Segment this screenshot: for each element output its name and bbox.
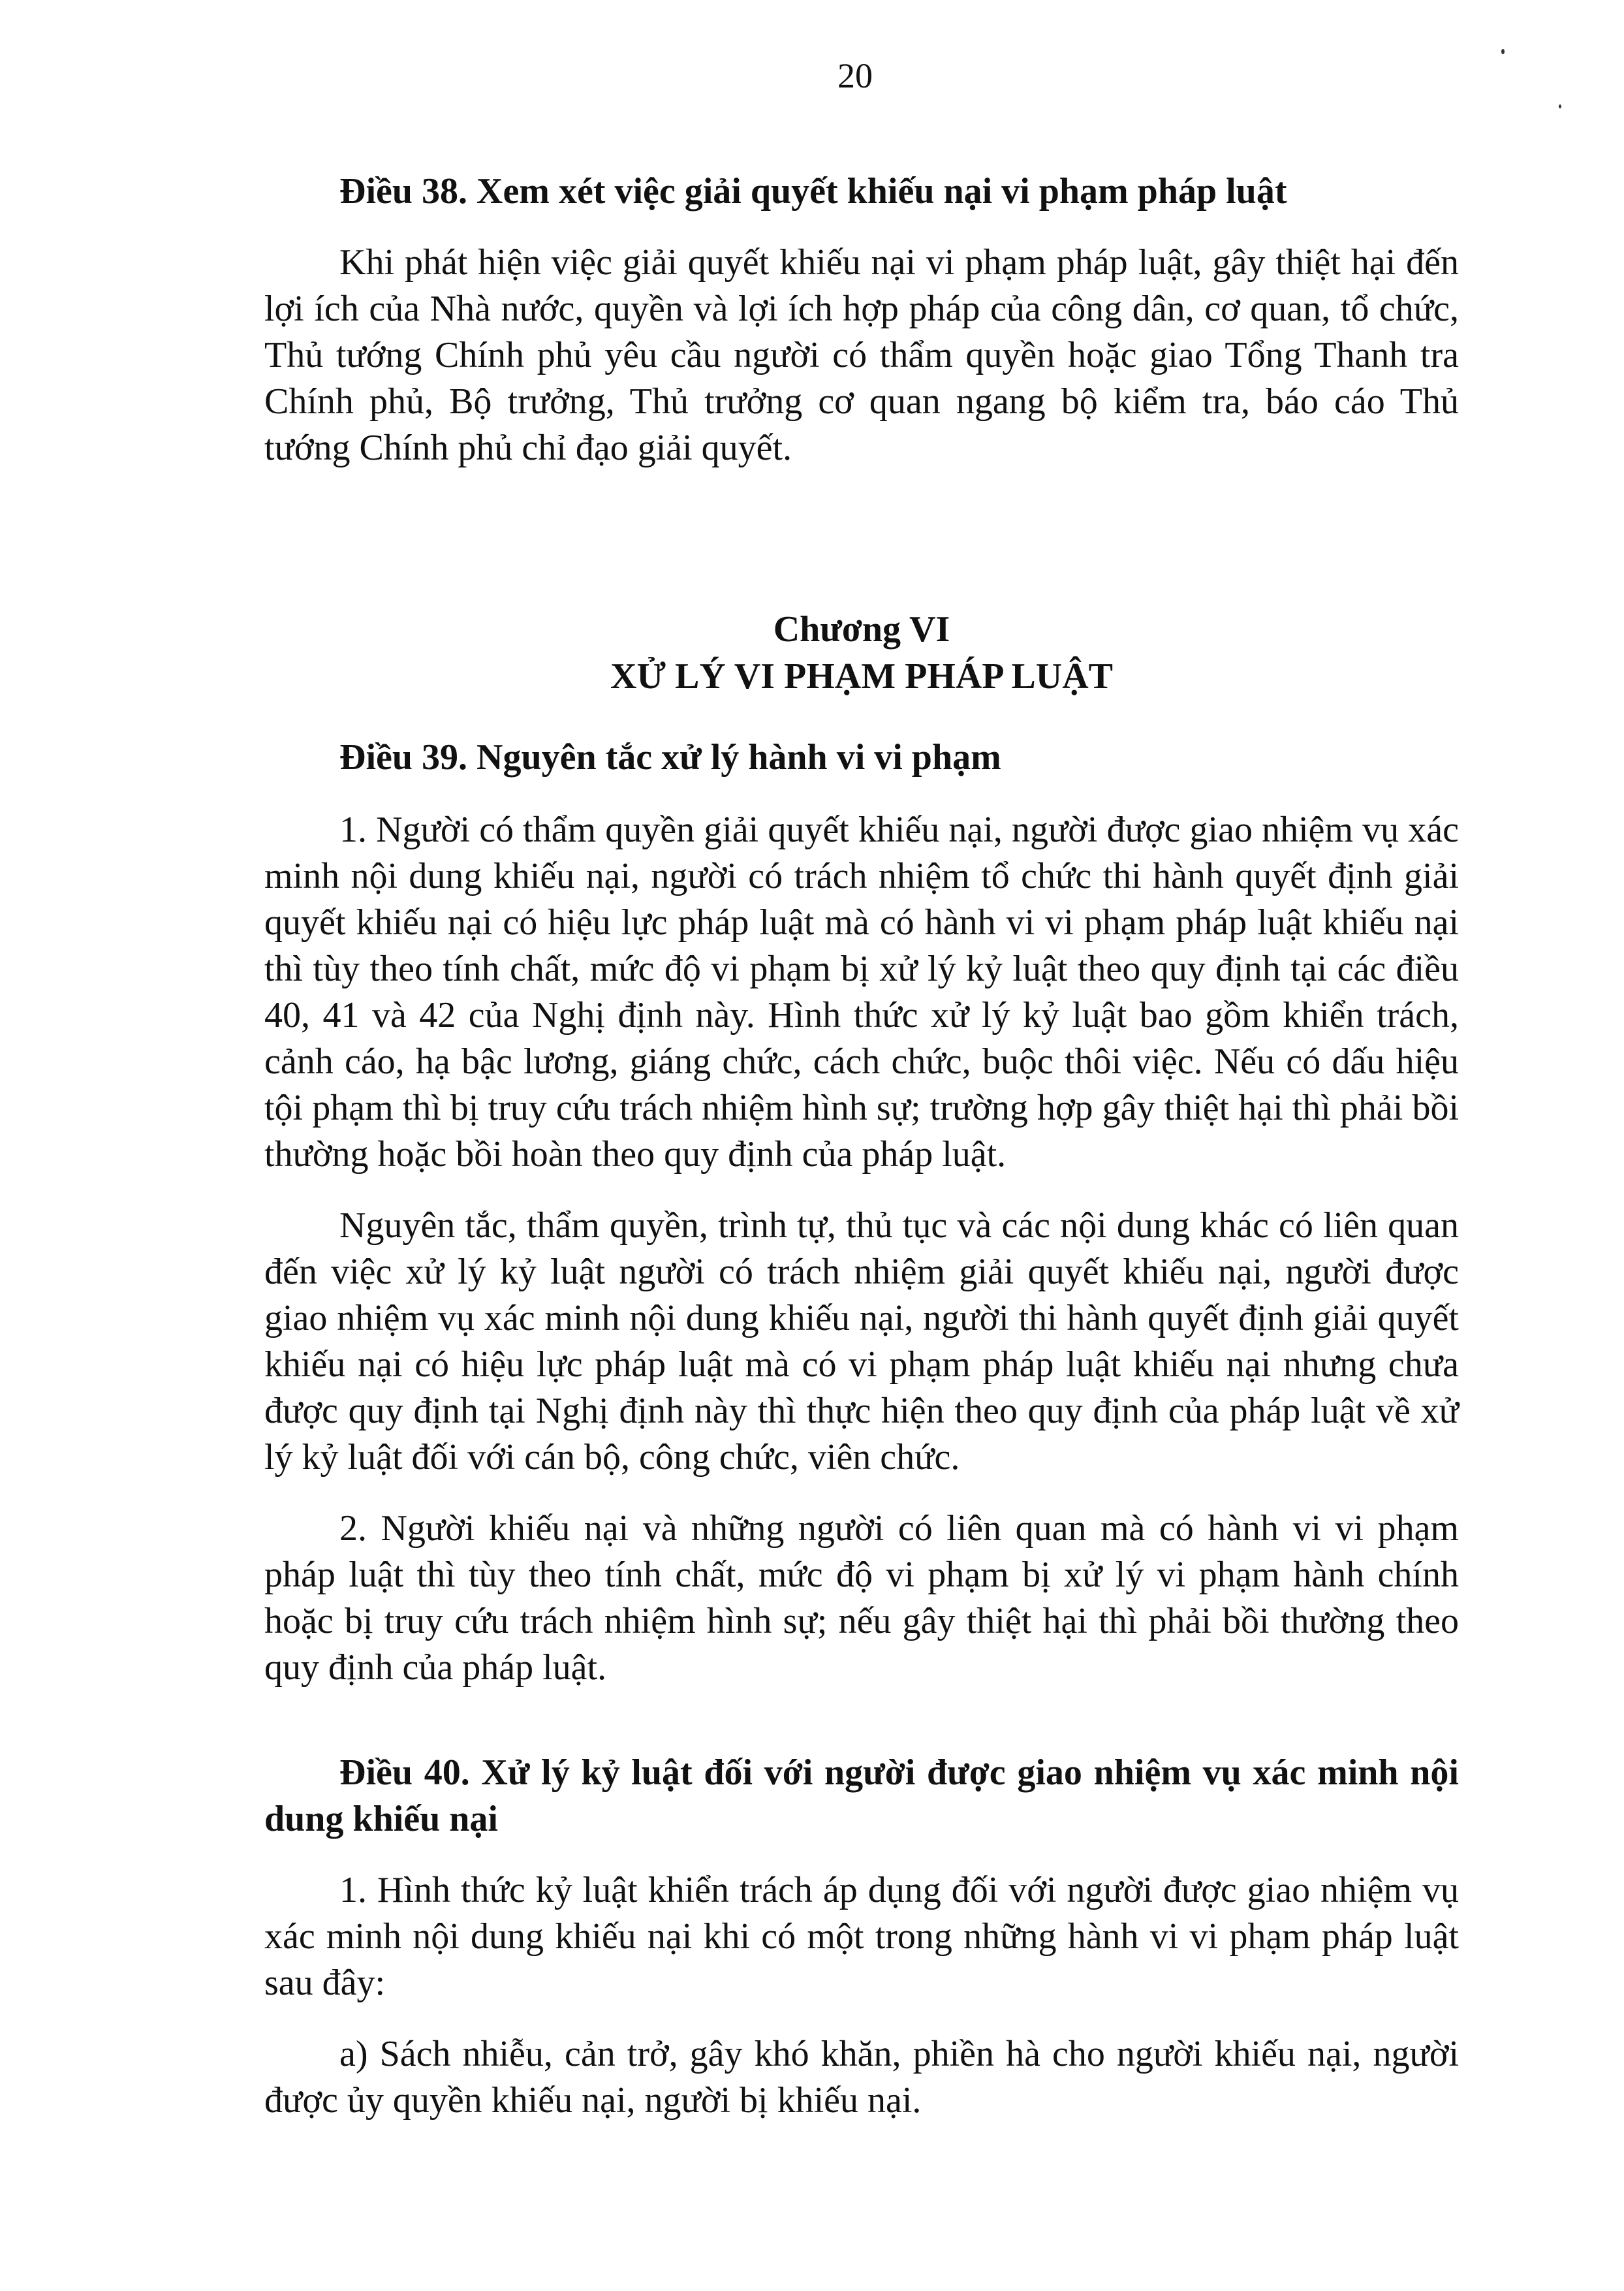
article-39-title: Điều 39. Nguyên tắc xử lý hành vi vi phạm <box>339 737 1001 778</box>
article-40-paragraph-1: 1. Hình thức kỷ luật khiển trách áp dụng đối với người được giao nhiệm vụ xác minh nội dung khiếu nại khi có một trong những hành vi vi phạm pháp luật sau đây: <box>264 1870 1459 2003</box>
scan-speck <box>1559 104 1561 108</box>
article-39-paragraph-1: 1. Người có thẩm quyền giải quyết khiếu nại, người được giao nhiệm vụ xác minh nội dung khiếu nại, người có trách nhiệm tổ chức thi hành quyết định giải quyết khiếu nại có hiệu lực pháp luật mà có hành vi vi phạm pháp luật khiếu nại thì tùy theo tính chất, mức độ vi phạm bị xử lý kỷ luật theo quy định tại các điều 40, 41 và 42 của Nghị định này. Hình thức xử lý kỷ luật bao gồm khiển trách, cảnh cáo, hạ bậc lương, giáng chức, cách chức, buộc thôi việc. Nếu có dấu hiệu tội phạm thì bị truy cứu trách nhiệm hình sự; trường hợp gây thiệt hại thì phải bồi thường hoặc bồi hoàn theo quy định của pháp luật. <box>264 810 1459 1175</box>
article-39 <box>264 735 1459 1691</box>
article-38 <box>264 168 1459 471</box>
article-39-paragraph-2: Nguyên tắc, thẩm quyền, trình tự, thủ tục và các nội dung khác có liên quan đến việc xử lý kỷ luật người có trách nhiệm giải quyết khiếu nại, người được giao nhiệm vụ xác minh nội dung khiếu nại, người thi hành quyết định giải quyết khiếu nại có hiệu lực pháp luật mà có vi phạm pháp luật khiếu nại nhưng chưa được quy định tại Nghị định này thì thực hiện theo quy định của pháp luật về xử lý kỷ luật đối với cán bộ, công chức, viên chức. <box>264 1205 1459 1477</box>
article-39-paragraph-3: 2. Người khiếu nại và những người có liên quan mà có hành vi vi phạm pháp luật thì tùy theo tính chất, mức độ vi phạm bị xử lý vi phạm hành chính hoặc bị truy cứu trách nhiệm hình sự; nếu gây thiệt hại thì phải bồi thường theo quy định của pháp luật. <box>264 1508 1459 1688</box>
article-38-title: Điều 38. Xem xét việc giải quyết khiếu nại vi phạm pháp luật <box>339 171 1287 212</box>
article-40 <box>264 1750 1459 2124</box>
chapter-title: XỬ LÝ VI PHẠM PHÁP LUẬT <box>610 656 1113 697</box>
scan-speck <box>1501 49 1505 54</box>
chapter-number: Chương VI <box>773 609 950 650</box>
article-40-title: Điều 40. Xử lý kỷ luật đối với người được giao nhiệm vụ xác minh nội dung khiếu nại <box>264 1752 1459 1839</box>
article-38-paragraph: Khi phát hiện việc giải quyết khiếu nại vi phạm pháp luật, gây thiệt hại đến lợi ích của Nhà nước, quyền và lợi ích hợp pháp của công dân, cơ quan, tổ chức, Thủ tướng Chính phủ yêu cầu người có thẩm quyền hoặc giao Tổng Thanh tra Chính phủ, Bộ trưởng, Thủ trưởng cơ quan ngang bộ kiểm tra, báo cáo Thủ tướng Chính phủ chỉ đạo giải quyết. <box>264 242 1459 468</box>
article-40-paragraph-a: a) Sách nhiễu, cản trở, gây khó khăn, phiền hà cho người khiếu nại, người được ủy quyền khiếu nại, người bị khiếu nại. <box>264 2034 1459 2121</box>
page-number: 20 <box>837 56 873 95</box>
